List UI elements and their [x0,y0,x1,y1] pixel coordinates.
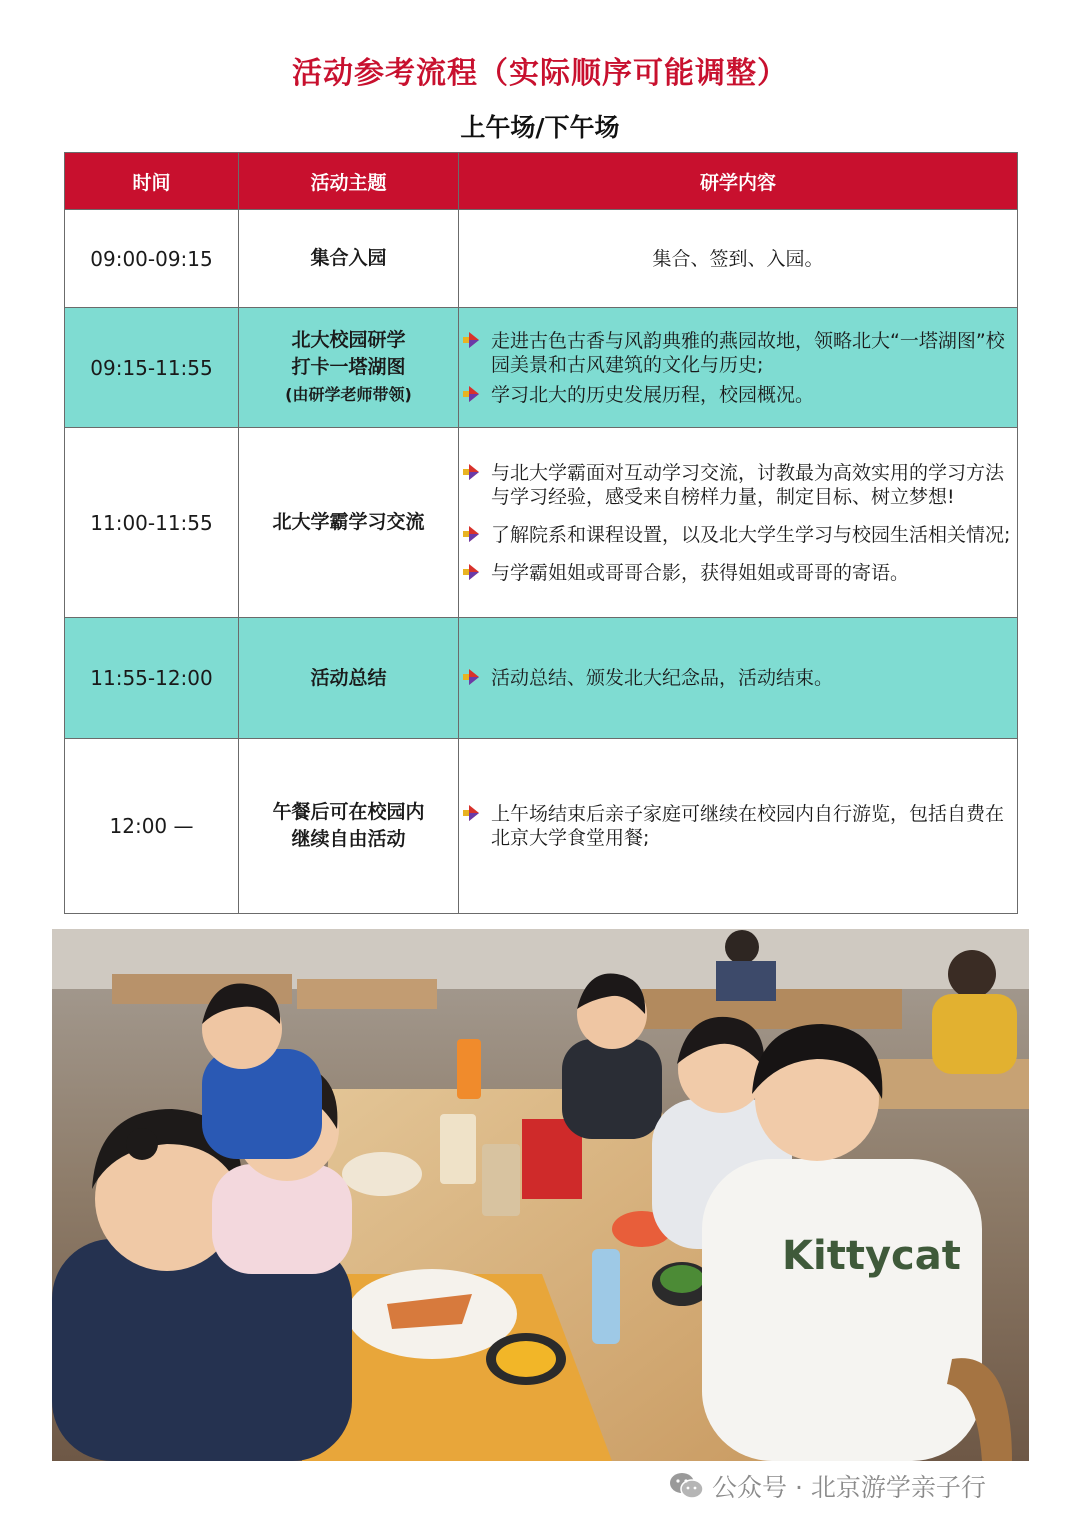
bullet-item [459,383,1017,407]
table-row [65,428,1018,618]
row-content: 集合、签到、入园。 [459,210,1018,308]
topic-line: 打卡一塔湖图 [291,356,406,378]
arrow-bullet-icon [459,461,485,483]
arrow-bullet-icon [459,666,485,688]
header-content: 研学内容 [459,153,1018,210]
row-content [459,618,1018,739]
row-topic [239,428,459,618]
row-topic [239,308,459,428]
row-content [459,739,1018,914]
bullet-text: 了解院系和课程设置，以及北大学生学习与校园生活相关情况; [491,523,1011,546]
bullet-text: 与学霸姐姐或哥哥合影，获得姐姐或哥哥的寄语。 [491,561,910,584]
topic-note: (由研学老师带领) [285,385,412,404]
table-row [65,210,1018,308]
bullet-item [459,523,1017,547]
header-topic: 活动主题 [239,153,459,210]
table-header-row [65,153,1018,210]
sweatshirt-text: Kittycat [782,1233,961,1279]
arrow-bullet-icon [459,802,485,824]
topic-line: 北大校园研学 [291,329,406,351]
wechat-icon [668,1471,704,1501]
topic-line: 午餐后可在校园内 [272,801,425,823]
topic-line: 北大学霸学习交流 [272,511,425,533]
bullet-item [459,329,1017,377]
bullet-text: 学习北大的历史发展历程，校园概况。 [491,383,815,406]
page-subtitle: 上午场/下午场 [460,113,620,142]
row-topic [239,210,459,308]
row-topic [239,618,459,739]
bullet-item [459,561,1017,585]
row-topic [239,739,459,914]
arrow-bullet-icon [459,523,485,545]
row-time: 11:55-12:00 [65,618,239,739]
schedule-table [64,152,1018,914]
topic-line: 活动总结 [310,666,387,689]
bullet-item [459,802,1017,850]
bullet-text: 走进古色古香与风韵典雅的燕园故地，领略北大“一塔湖图”校园美景和古风建筑的文化与历史; [491,329,1005,376]
page-title: 活动参考流程（实际顺序可能调整） [292,56,788,91]
table-row [65,308,1018,428]
header-time: 时间 [65,153,239,210]
arrow-bullet-icon [459,561,485,583]
row-content [459,428,1018,618]
row-time: 11:00-11:55 [65,428,239,618]
bullet-item [459,666,1017,690]
bullet-item [459,461,1017,509]
row-time: 09:00-09:15 [65,210,239,308]
watermark-text: 公众号 · 北京游学亲子行 [712,1473,986,1502]
watermark [668,1466,1068,1506]
topic-line: 继续自由活动 [291,828,406,850]
row-content [459,308,1018,428]
cafeteria-photo [52,929,1029,1461]
bullet-text: 上午场结束后亲子家庭可继续在校园内自行游览，包括自费在北京大学食堂用餐; [491,803,1005,849]
topic-line: 集合入园 [310,247,387,269]
arrow-bullet-icon [459,329,485,351]
row-time: 12:00 — [65,739,239,914]
row-time: 09:15-11:55 [65,308,239,428]
table-row [65,618,1018,739]
bullet-text: 与北大学霸面对互动学习交流，讨教最为高效实用的学习方法与学习经验，感受来自榜样力量，制定目标、树立梦想! [491,461,1005,508]
table-row [65,739,1018,914]
arrow-bullet-icon [459,383,485,405]
bullet-text: 活动总结、颁发北大纪念品，活动结束。 [491,667,834,689]
